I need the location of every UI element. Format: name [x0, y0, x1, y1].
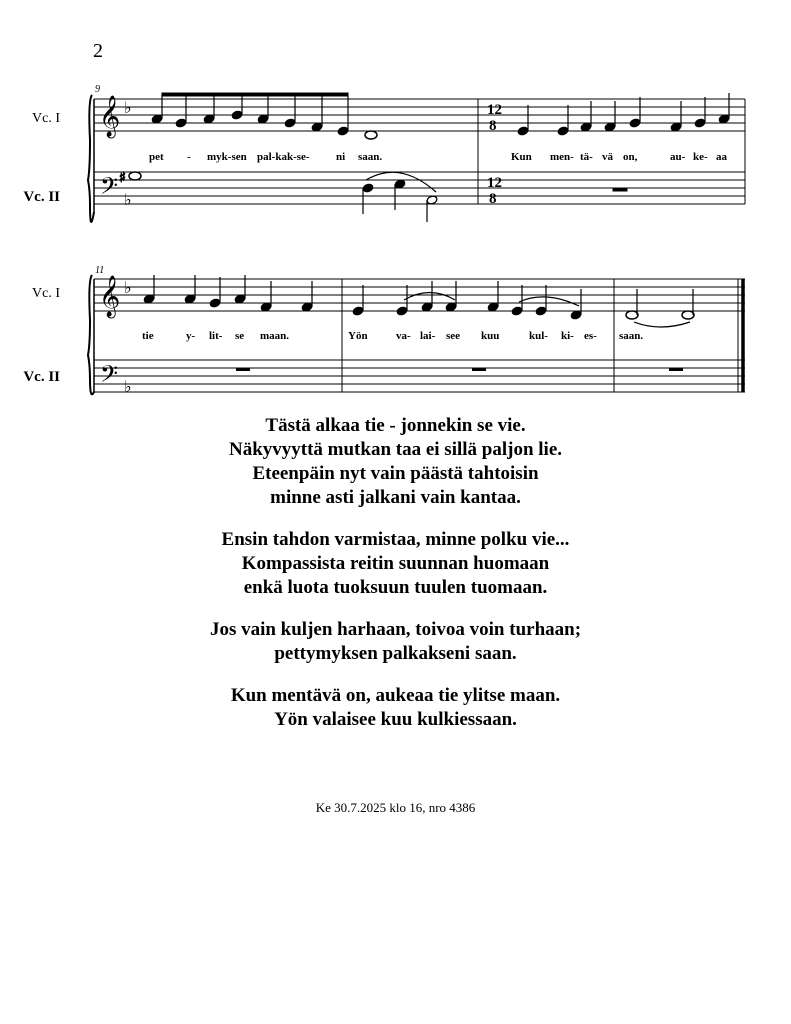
stanza — [0, 618, 791, 666]
measure-number: 9 — [95, 84, 100, 95]
poem-line: Kompassista reitin suunnan huomaan — [241, 553, 550, 574]
staff-voice-one — [94, 99, 745, 131]
lyric-syllable: pet — [149, 151, 164, 163]
time-sig-bottom: 8 — [489, 118, 497, 134]
lyric-syllable: saan. — [619, 330, 644, 342]
poem-text — [0, 414, 791, 750]
lyric-syllable: lai- — [420, 330, 436, 342]
poem-line: enkä luota tuoksuun tuulen tuomaan. — [243, 577, 548, 598]
stanza — [0, 414, 791, 510]
lyric-syllable: ke- — [693, 151, 708, 163]
lyrics-system-1 — [149, 151, 728, 163]
lyric-syllable: - — [187, 151, 191, 163]
lyric-syllable: va- — [396, 330, 411, 342]
voice-one-label: Vc. I — [32, 111, 60, 126]
staff-voice-two — [94, 360, 745, 392]
bass-clef-icon: 𝄢 — [100, 360, 119, 393]
flat-icon: ♭ — [124, 377, 132, 396]
staff-voice-two — [94, 172, 745, 204]
lyric-syllable: es- — [584, 330, 597, 342]
time-sig-top: 12 — [487, 175, 502, 191]
sharp-icon: ♯ — [119, 170, 126, 186]
poem-line: Jos vain kuljen harhaan, toivoa voin turhaan; — [209, 619, 582, 640]
bass-clef-icon: 𝄢 — [100, 172, 119, 205]
lyric-syllable: y- — [186, 330, 196, 342]
lyric-syllable: kul- — [529, 330, 548, 342]
poem-line: Ensin tahdon varmistaa, minne polku vie... — [221, 529, 570, 550]
music-score — [0, 0, 791, 410]
lyric-syllable: vä — [602, 151, 613, 163]
lyric-syllable: lit- — [209, 330, 223, 342]
lyric-syllable: myk-sen — [207, 151, 247, 163]
stanza — [0, 684, 791, 732]
lyric-syllable: on, — [623, 151, 638, 163]
lyric-syllable: pal-kak-se- — [257, 151, 310, 163]
measure-number: 11 — [95, 265, 105, 276]
flat-icon: ♭ — [124, 98, 132, 117]
lyric-syllable: maan. — [260, 330, 290, 342]
poem-line: Yön valaisee kuu kulkiessaan. — [274, 709, 517, 730]
voice-one-notes — [143, 275, 694, 327]
poem-line: Kun mentävä on, aukeaa tie ylitse maan. — [230, 685, 561, 706]
voice-two-label: Vc. II — [23, 369, 60, 385]
flat-icon: ♭ — [124, 278, 132, 297]
voice-one-notes — [151, 93, 730, 139]
lyric-syllable: men- — [550, 151, 574, 163]
lyrics-system-2 — [142, 330, 643, 342]
lyric-syllable: aa — [716, 151, 727, 163]
stanza — [0, 528, 791, 600]
voice-one-label: Vc. I — [32, 286, 60, 301]
lyric-syllable: se — [235, 330, 245, 342]
footer-note: Ke 30.7.2025 klo 16, nro 4386 — [315, 800, 476, 815]
lyric-syllable: Kun — [511, 151, 532, 163]
system-brace — [88, 95, 94, 222]
lyric-syllable: Yön — [348, 330, 368, 342]
voice-two-label: Vc. II — [23, 189, 60, 205]
lyric-syllable: kuu — [481, 330, 500, 342]
flat-icon: ♭ — [124, 190, 132, 209]
poem-line: pettymyksen palkakseni saan. — [274, 643, 517, 664]
time-sig-bottom: 8 — [489, 191, 497, 207]
lyric-syllable: see — [446, 330, 461, 342]
system-brace — [88, 275, 94, 394]
poem-line: Tästä alkaa tie - jonnekin se vie. — [265, 415, 526, 436]
lyric-syllable: ki- — [561, 330, 574, 342]
page-number: 2 — [93, 40, 103, 62]
lyric-syllable: tä- — [580, 151, 593, 163]
treble-clef-icon: 𝄞 — [99, 276, 121, 317]
lyric-syllable: tie — [142, 330, 154, 342]
lyric-syllable: ni — [336, 151, 346, 163]
poem-line: Näkyvyyttä mutkan taa ei sillä paljon lie. — [228, 439, 563, 460]
lyric-syllable: saan. — [358, 151, 383, 163]
poem-line: Eteenpäin nyt vain päästä tahtoisin — [252, 463, 539, 484]
lyric-syllable: au- — [670, 151, 686, 163]
treble-clef-icon: 𝄞 — [99, 96, 121, 137]
poem-line: minne asti jalkani vain kantaa. — [270, 487, 521, 508]
time-sig-top: 12 — [487, 102, 502, 118]
